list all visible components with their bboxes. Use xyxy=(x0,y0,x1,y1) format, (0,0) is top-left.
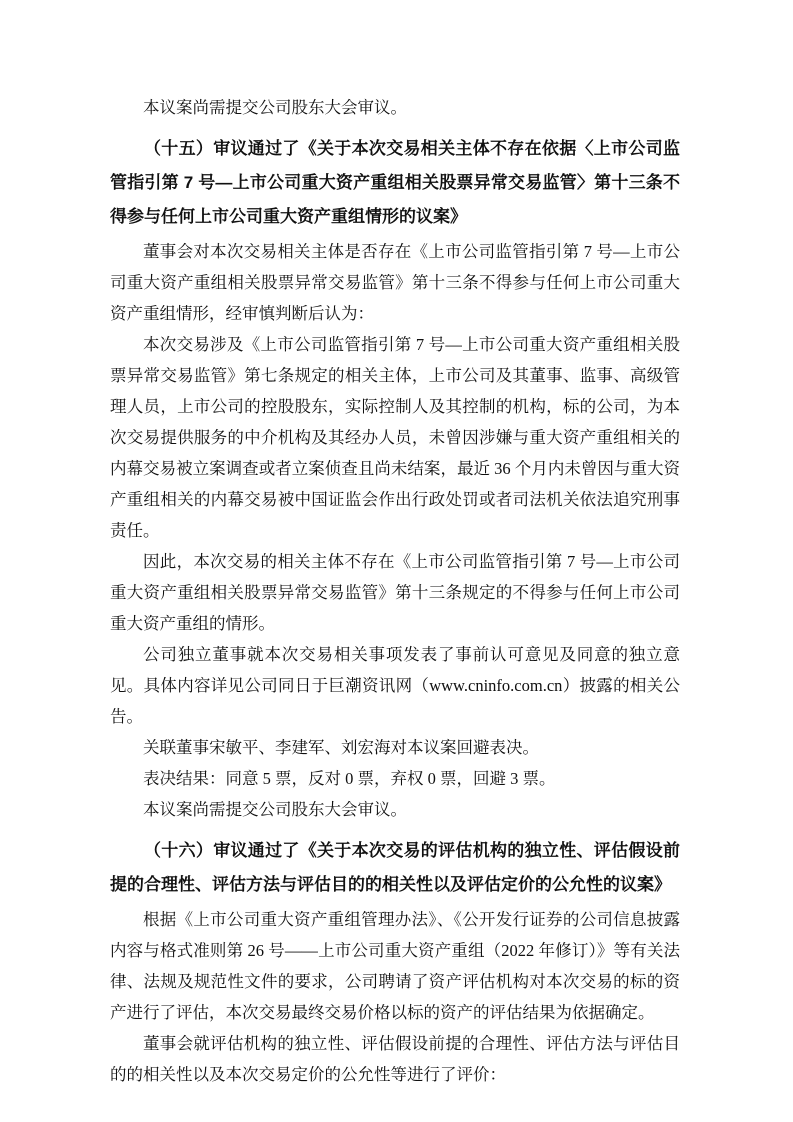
document-content xyxy=(110,92,680,1090)
body-paragraph: 公司独立董事就本次交易相关事项发表了事前认可意见及同意的独立意见。具体内容详见公司同日于巨潮资讯网（www.cninfo.com.cn）披露的相关公告。 xyxy=(110,645,680,726)
body-paragraph: 本议案尚需提交公司股东大会审议。 xyxy=(143,98,407,117)
section-heading: （十六）审议通过了《关于本次交易的评估机构的独立性、评估假设前提的合理性、评估方法与评估目的的相关性以及评估定价的公允性的议案》 xyxy=(110,841,680,894)
body-paragraph: 关联董事宋敏平、李建军、刘宏海对本议案回避表决。 xyxy=(143,738,539,757)
body-paragraph: 根据《上市公司重大资产重组管理办法》、《公开发行证券的公司信息披露内容与格式准则第 26 号——上市公司重大资产重组（2022 年修订）》等有关法律、法规及规范性文件的要求，公司聘请了资产评估机构对本次交易的标的资产进行了评估，本次交易最终交易价格以标的资产的评估结果为依据确定。 xyxy=(110,910,680,1022)
body-paragraph: 本议案尚需提交公司股东大会审议。 xyxy=(143,800,407,819)
body-paragraph: 董事会就评估机构的独立性、评估假设前提的合理性、评估方法与评估目的的相关性以及本次交易定价的公允性等进行了评价： xyxy=(110,1034,680,1084)
body-paragraph: 表决结果：同意 5 票，反对 0 票，弃权 0 票，回避 3 票。 xyxy=(143,769,556,788)
body-paragraph: 因此，本次交易的相关主体不存在《上市公司监管指引第 7 号—上市公司重大资产重组相关股票异常交易监管》第十三条规定的不得参与任何上市公司重大资产重组的情形。 xyxy=(110,552,680,633)
section-heading: （十五）审议通过了《关于本次交易相关主体不存在依据〈上市公司监管指引第 7 号—上市公司重大资产重组相关股票异常交易监管〉第十三条不得参与任何上市公司重大资产重组情形的议案》 xyxy=(110,139,680,226)
body-paragraph: 董事会对本次交易相关主体是否存在《上市公司监管指引第 7 号—上市公司重大资产重组相关股票异常交易监管》第十三条不得参与任何上市公司重大资产重组情形，经审慎判断后认为： xyxy=(110,242,680,323)
body-paragraph: 本次交易涉及《上市公司监管指引第 7 号—上市公司重大资产重组相关股票异常交易监管》第七条规定的相关主体，上市公司及其董事、监事、高级管理人员，上市公司的控股股东，实际控制人及其控制的机构，标的公司，为本次交易提供服务的中介机构及其经办人员，未曾因涉嫌与重大资产重组相关的内幕交易被立案调查或者立案侦查且尚未结案，最近 36 个月内未曾因与重大资产重组相关的内幕交易被中国证监会作出行政处罚或者司法机关依法追究刑事责任。 xyxy=(110,335,680,540)
